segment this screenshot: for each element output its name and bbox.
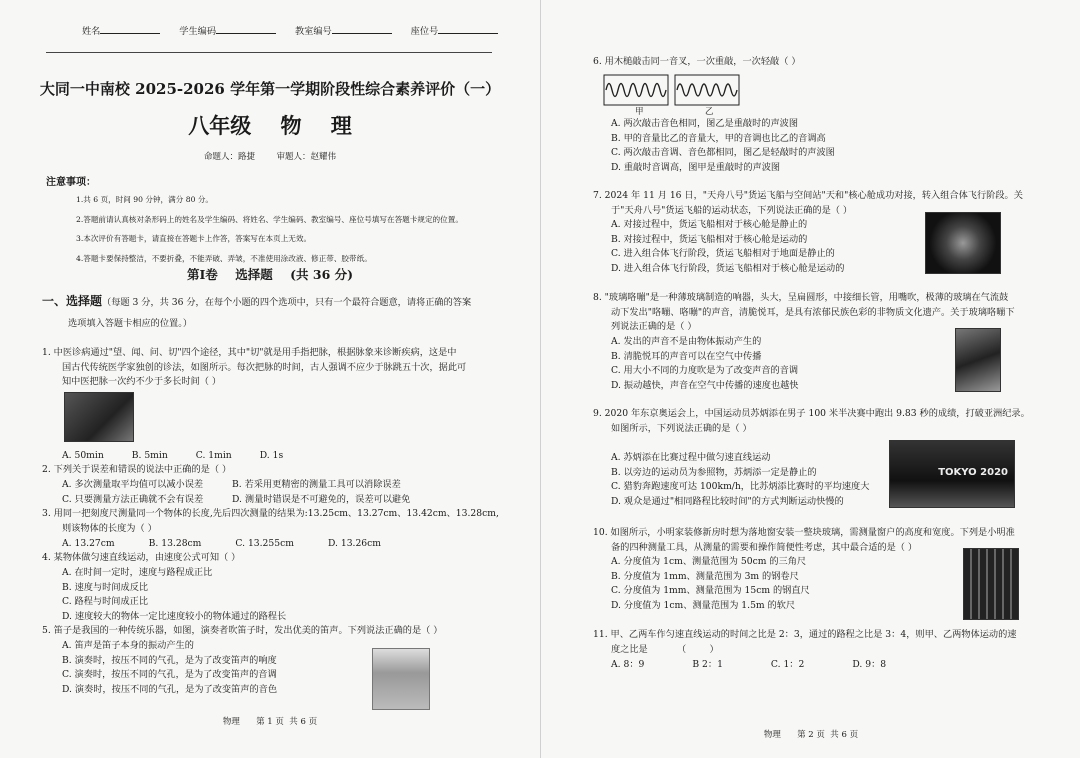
glass-toy-photo [955,328,1001,392]
seat-blank [438,24,498,34]
option: A. 对接过程中，货运飞船相对于核心舱是静止的 [611,219,808,230]
part-desc-line: （每题 3 分，共 36 分，在每个小题的四个选项中，只有一个最符合题意，请将正确的答案 [102,297,472,308]
option: D. 演奏时，按压不同的气孔，是为了改变笛声的音色 [62,683,278,695]
seat-label: 座位号 [410,26,439,37]
option: C. 1：2 [770,659,805,670]
classroom-blank [332,24,392,34]
question-line: 备的四种测量工具，从测量的需要和操作简便性考虑，其中最合适的是（ ） [611,541,918,553]
option: D. 观众是通过"相同路程比较时间"的方式判断运动快慢的 [611,495,844,507]
option: A. 13.27cm [62,538,115,549]
notice-item: 1.共 6 页，时间 90 分钟，满分 80 分。 [76,195,214,204]
option: D. 1s [259,450,284,461]
option: B 2：1 [692,659,723,670]
option: D. 测量时错误是不可避免的，误差可以避免 [232,493,411,505]
option: C. 只要测量方法正确就不会有误差 [62,493,204,505]
notice-list [76,190,516,268]
option: C. 分度值为 1mm、测量范围为 15cm 的钢直尺 [611,585,810,596]
question-9-options [611,451,869,509]
question-line: 列说法正确的是（ ） [611,321,697,332]
option: A. 多次测量取平均值可以减小误差 [62,479,204,490]
question-4-stem: 4. 某物体做匀速直线运动，由速度公式可知（ ） [42,552,241,563]
option: C. 用大小不同的力度吹是为了改变声音的音调 [611,365,799,376]
option: C. 1min [195,450,232,461]
figure-label-yi: 乙 [705,107,714,117]
question-line: 度之比是 （ ） [611,643,719,655]
option: D. 分度值为 1cm、测量范围为 1.5m 的软尺 [611,599,796,611]
section-title: 第Ⅰ卷 选择题 (共 36 分) [186,267,354,282]
option: B. 清脆悦耳的声音可以在空气中传播 [611,350,762,362]
question-10-options [611,555,810,613]
sound-waveform-figure [603,74,741,118]
option: A. 在时间一定时，速度与路程成正比 [62,567,213,578]
question-line: 1. 中医诊病通过"望、闻、问、切"四个途径，其中"切"就是用手指把脉，根据脉象来诊断疾病，这是中 [42,347,457,358]
page-footer: 物理 第 2 页 共 6 页 [763,730,859,740]
question-line: 11. 甲、乙两车作匀速直线运动的时间之比是 2：3，通过的路程之比是 3：4，则甲、乙两物体运动的速 [593,629,1017,640]
option: A. 苏炳添在比赛过程中做匀速直线运动 [611,452,771,463]
option: B. 以旁边的运动员为参照物，苏炳添一定是静止的 [611,466,817,478]
notice-item: 4.答题卡要保持整洁，不要折叠，不能弄破、弄皱，不准使用涂改液、修正带、胶带纸。 [76,253,372,263]
question-5-stem: 5. 笛子是我国的一种传统乐器，如图，演奏者吹笛子时，发出优美的笛声。下列说法正确的是（ ） [42,625,443,636]
option: D. 9：8 [852,659,887,670]
question-3-options [62,537,381,552]
question-line: 10. 如图所示，小明家装修新房时想为落地窗安装一整块玻璃，需测量窗户的高度和宽度。下列是小明准 [593,527,1015,538]
question-2-options [62,478,502,507]
option: B. 甲的音量比乙的音量大，甲的音调也比乙的音调高 [611,132,826,144]
question-7-options [611,218,844,276]
option: A. 8：9 [611,659,645,670]
question-line: 动下发出"咯嘣、咯嘣"的声音，清脆悦耳，是具有浓郁民族色彩的非物质文化遗产。关于玻璃咯嘣下 [611,306,1015,318]
question-line: 如图所示，下列说法正确的是（ ） [611,422,752,434]
subject-title: 八年级 物 理 [188,113,352,138]
figure-label-jia: 甲 [635,107,644,117]
name-blank [100,24,160,34]
exam-page-2 [540,0,1080,758]
option: B. 13.28cm [148,538,202,549]
option: B. 对接过程中，货运飞船相对于核心舱是运动的 [611,233,808,245]
option: B. 若采用更精密的测量工具可以消除误差 [232,479,401,490]
option: A. 分度值为 1cm、测量范围为 50cm 的三角尺 [611,556,807,567]
question-line: 3. 用同一把刻度尺测量同一个物体的长度,先后四次测量的结果为:13.25cm、13.27cm、13.42cm、13.28cm, [42,508,499,519]
option: C. 进入组合体飞行阶段，货运飞船相对于地面是静止的 [611,248,835,259]
option: D. 速度较大的物体一定比速度较小的物体通过的路程长 [62,610,287,622]
option: D. 进入组合体飞行阶段，货运飞船相对于核心舱是运动的 [611,262,845,274]
question-line: 知中医把脉一次约不少于多长时间（ ） [62,376,222,387]
question-line: 则该物体的长度为（ ） [62,522,157,534]
space-station-photo [925,212,1001,274]
header-rule [46,52,492,53]
notice-heading: 注意事项： [46,177,96,188]
waveform-jia [606,84,666,97]
student-code-blank [216,24,276,34]
part-instructions [42,294,512,311]
option: C. 演奏时，按压不同的气孔，是为了改变笛声的音调 [62,669,277,680]
question-11 [593,628,1075,657]
header-fields [82,24,514,40]
question-6-stem: 6. 用木槌敲击同一音叉，一次重敲，一次轻敲（ ） [593,56,801,67]
question-1-options [62,449,283,464]
option: A. 50min [62,450,104,461]
question-4-options [62,566,286,624]
tokyo-2020-text: TOKYO 2020 [938,467,1008,478]
question-line: 9. 2020 年东京奥运会上，中国运动员苏炳添在男子 100 米半决赛中跑出 9.83 秒的成绩，打破亚洲纪录。 [593,408,1030,419]
option: C. 猎豹奔跑速度可达 100km/h，比苏炳添比赛时的平均速度大 [611,481,870,492]
school-title: 大同一中南校 2025-2026 学年第一学期阶段性综合素养评价（一） [39,80,501,98]
classroom-label: 教室编号 [294,26,332,37]
option: A. 两次敲击音色相同，图乙是重敲时的声波图 [611,118,799,129]
question-line: 8. "玻璃咯嘣"是一种薄玻璃制造的响器，头大，呈扁圆形，中接细长管，用嘴吹，极薄的玻璃在气流鼓 [593,292,1009,303]
window-photo [963,548,1019,620]
pulse-diagnosis-photo [64,392,134,442]
page-footer: 物理 第 1 页 共 6 页 [222,717,318,727]
option: C. 两次敲击音调、音色都相同，图乙是轻敲时的声波图 [611,147,835,158]
option: D. 13.26cm [327,538,382,549]
part-desc-line: 选项填入答题卡相应的位置。） [68,318,193,329]
option: D. 重敲时音调高，图甲是重敲时的声波图 [611,161,781,173]
question-3 [42,507,517,536]
question-5-options [62,639,277,697]
option: A. 笛声是笛子本身的振动产生的 [62,640,194,651]
option: B. 速度与时间成反比 [62,581,149,593]
option: A. 发出的声音不是由物体振动产生的 [611,336,762,347]
notice-item: 3.本次评价有答题卡，请直接在答题卡上作答，答案写在本页上无效。 [76,234,312,243]
option: B. 演奏时，按压不同的气孔，是为了改变笛声的响度 [62,654,277,666]
option: C. 路程与时间成正比 [62,596,149,607]
question-1 [42,346,512,390]
waveform-yi [677,84,737,96]
option: C. 13.255cm [235,538,294,549]
question-11-options [611,658,886,673]
question-6-options [611,117,835,175]
sprint-race-photo [889,440,1015,508]
notice-item: 2.答题前请认真核对条形码上的姓名及学生编码、将姓名、学生编码、教室编号、座位号填写在答题卡规定的位置。 [76,214,463,224]
question-8-options [611,335,798,393]
question-7 [593,189,1073,218]
question-line: 于"天舟八号"货运飞船的运动状态，下列说法正确的是（ ） [611,204,853,216]
question-2-stem: 2. 下列关于误差和错误的说法中正确的是（ ） [42,464,232,475]
option: B. 分度值为 1mm、测量范围为 3m 的钢卷尺 [611,570,799,582]
flute-player-photo [372,648,430,710]
question-line: 国古代传统医学家独创的诊法，如图所示。每次把脉的时间，古人强调不应少于脉跳五十次，据此可 [62,361,467,373]
question-8 [593,291,1075,335]
part-heading: 一、选择题 [42,294,103,308]
question-9 [593,407,1075,436]
authors: 命题人：路捷 审题人：赵耀伟 [203,152,337,162]
option: B. 5min [131,450,168,461]
name-field-label: 姓名 [82,26,101,37]
option: D. 振动越快，声音在空气中传播的速度也越快 [611,379,799,391]
student-code-label: 学生编码 [179,26,217,37]
question-line: 7. 2024 年 11 月 16 日，"天舟八号"货运飞船与空间站"天和"核心舱成功对接，转入组合体飞行阶段。关 [593,190,1023,201]
